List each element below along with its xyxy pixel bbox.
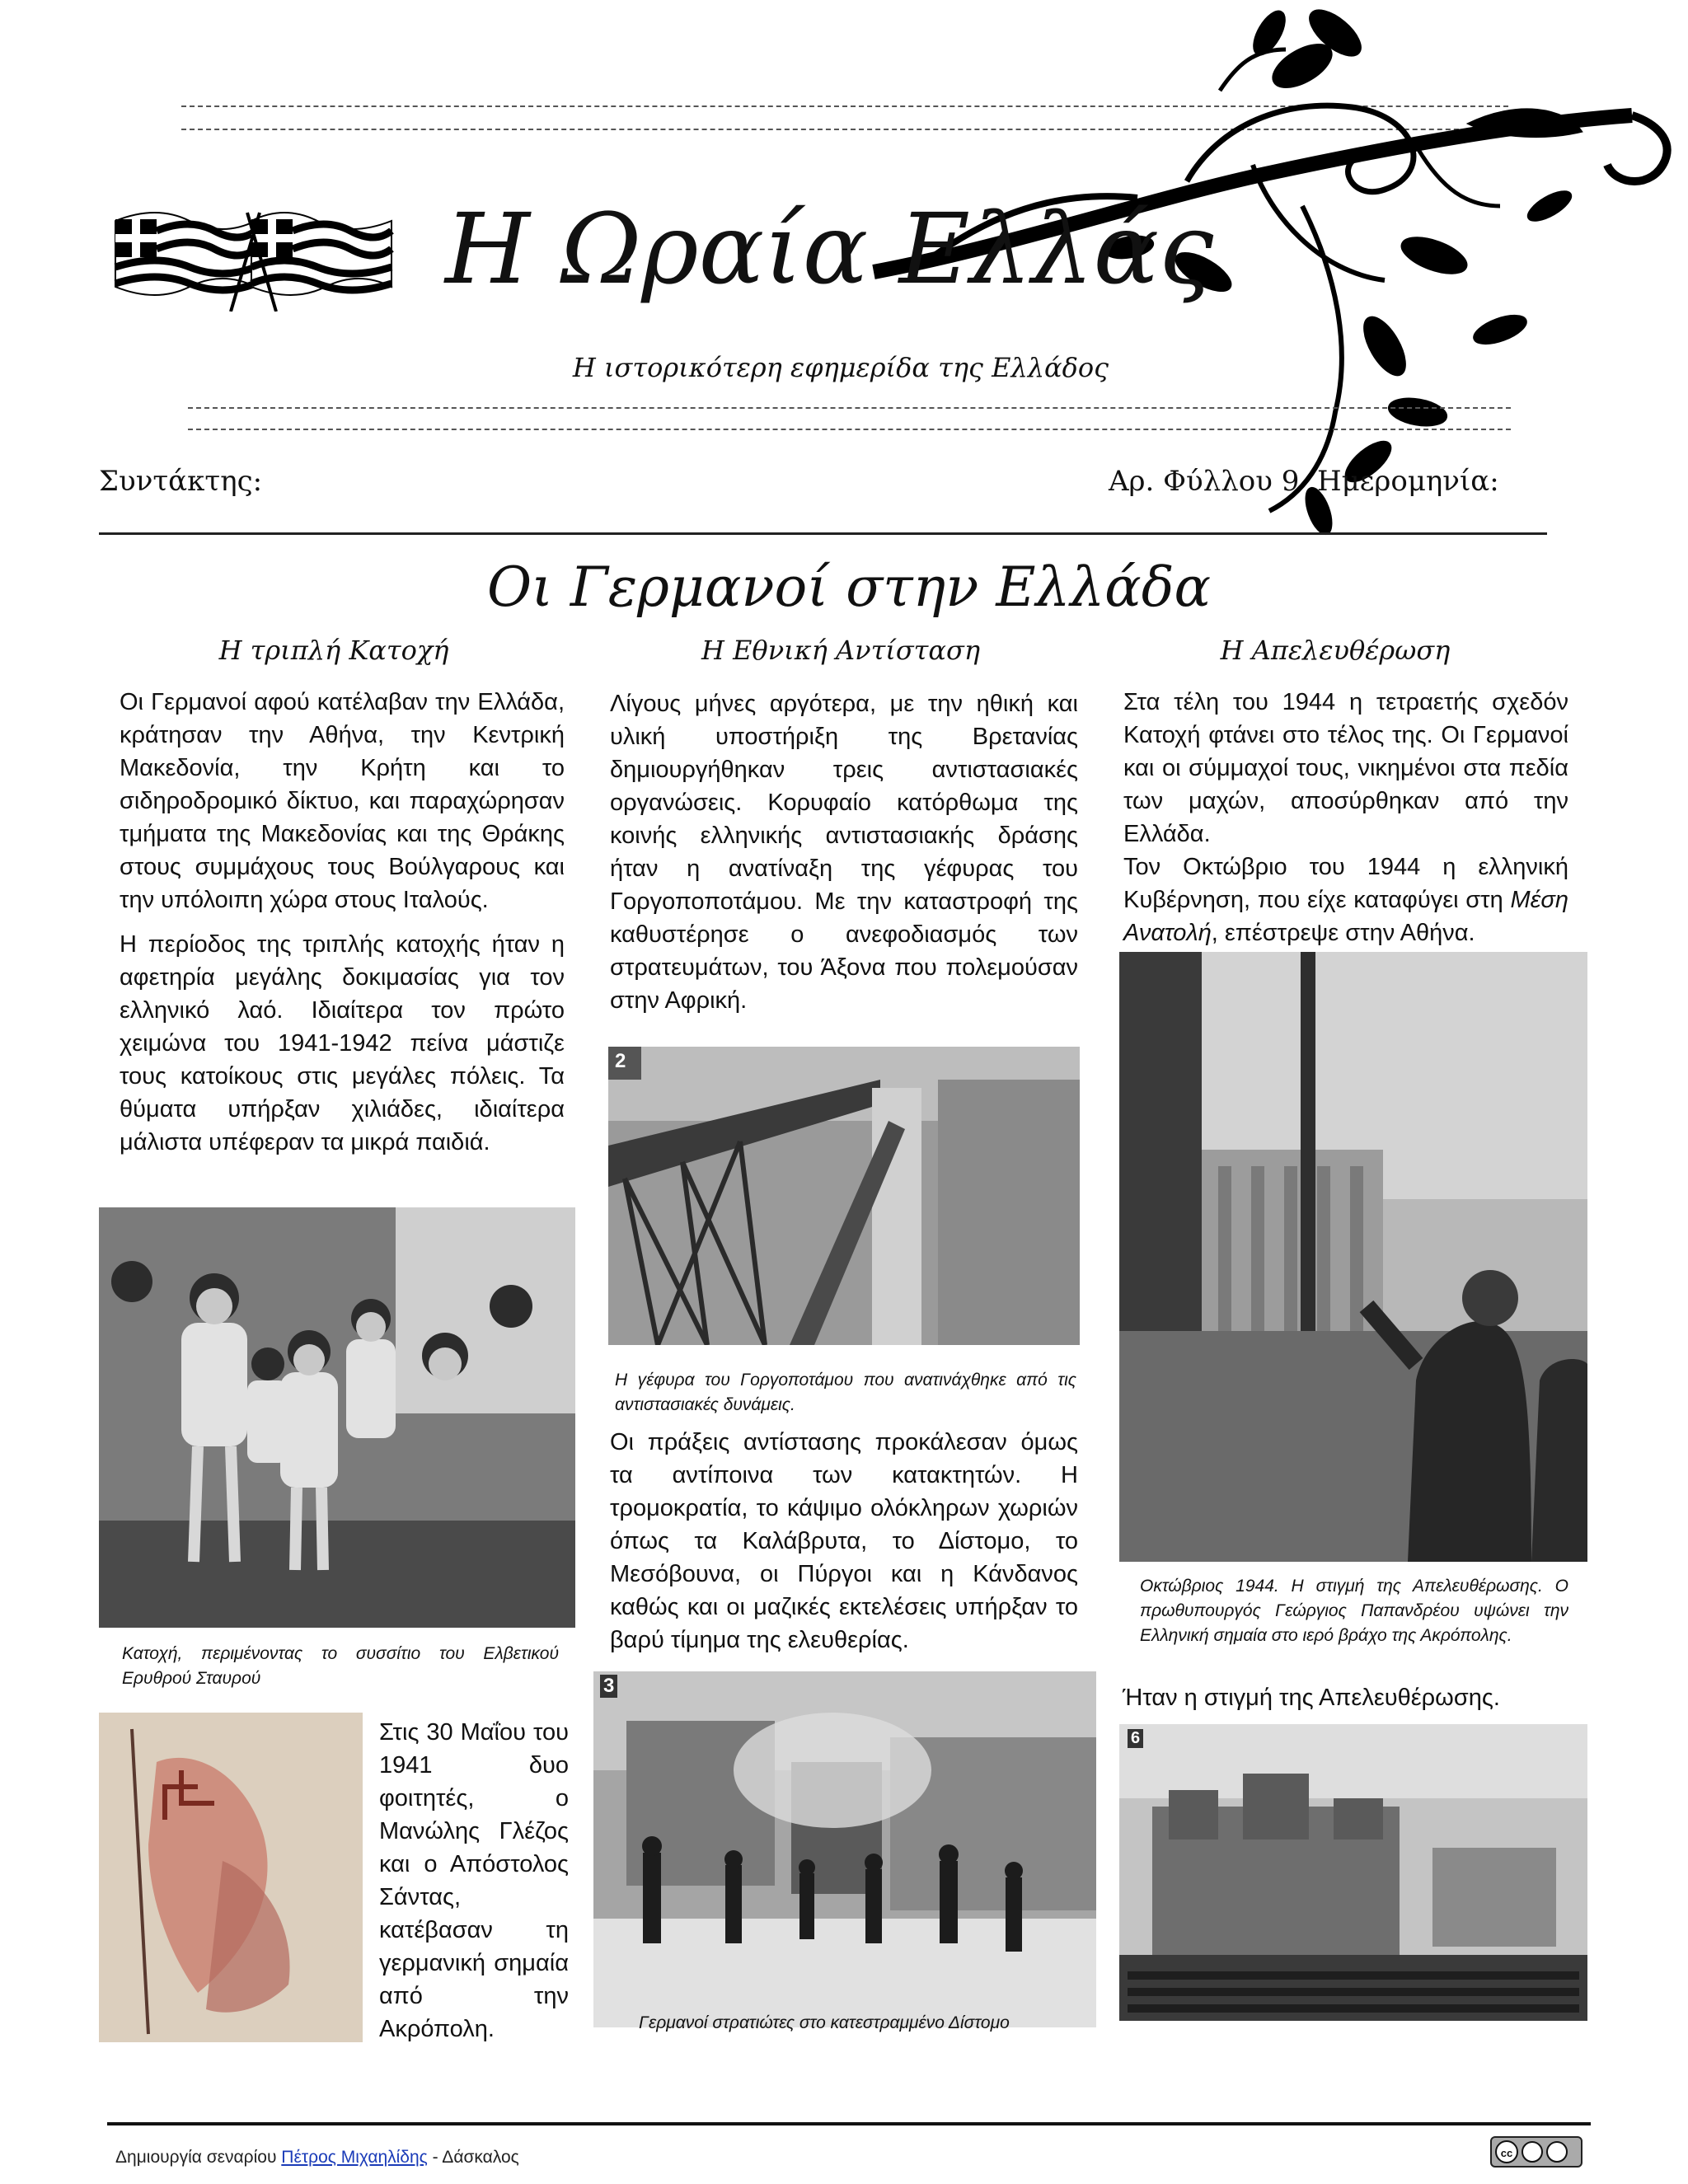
newspaper-tagline: Η ιστορικότερη εφημερίδα της Ελλάδος: [572, 352, 1109, 383]
flag-story-text: Στις 30 Μαΐου του 1941 δυο φοιτητές, ο Μανώλης Γλέζος και ο Απόστολος Σάντας, κατέβασαν τη γερμανική σημαία από την Ακρόπολη.: [379, 1719, 569, 2042]
date-label: Ημερομηνία:: [1317, 465, 1499, 498]
issue-line: [1109, 463, 1499, 499]
middle-east-emphasis: Μέση Ανατολή: [1123, 887, 1568, 946]
right-paragraph-2b: , επέστρεψε στην Αθήνα.: [1211, 920, 1475, 946]
footer-prefix: Δημιουργία σεναρίου: [115, 2148, 282, 2167]
distomo-photo-number: 3: [600, 1675, 617, 1698]
middle-paragraph-1: Λίγους μήνες αργότερα, με την ηθική και υλική υποστήριξη της Βρετανίας δημιουργήθηκαν τρεις αντιστασιακές οργανώσεις. Κορυφαίο κατόρθωμα της κοινής ελληνικής αντιστασιακής δράσης ήταν η ανατίναξη της γέφυρας του Γοργοποποτάμου. Με την καταστροφή της καθυστέρησε ο ανεφοδιασμός των στρατευμάτων, του Άξονα που πολεμούσαν στην Αφρική.: [610, 691, 1078, 1014]
left-column-heading: Η τριπλή Κατοχή: [218, 635, 449, 666]
header-rule: [99, 532, 1547, 535]
issue-number: Αρ. Φύλλου 9: [1109, 465, 1300, 498]
greek-flags-icon: [107, 196, 400, 312]
bridge-photo-number: 2: [615, 1050, 626, 1072]
mid-dashed-rule-2: [188, 429, 1511, 430]
middle-paragraph-2: Οι πράξεις αντίστασης προκάλεσαν όμως τα αντίποινα των κατακτητών. Η τρομοκρατία, το κάψιμο ολόκληρων χωριών όπως τα Καλάβρυτα, το Δίστομο, το Μεσόβουνα, οι Πύργοι και η Κάνδανος καθώς και οι μαζικές εκτελέσεις υπήρξαν το βαρύ τίμημα της ελευθερίας.: [610, 1429, 1078, 1653]
liberation-photo-caption: Οκτώβριος 1944. Η στιγμή της Απελευθέρωσης. Ο πρωθυπουργός Γεώργιος Παπανδρέου υψώνει την Ελληνική σημαία στο ιερό βράχο της Ακρόπολης.: [1140, 1577, 1568, 1645]
middle-column-heading: Η Εθνική Αντίσταση: [701, 635, 980, 666]
editor-label: Συντάκτης:: [99, 465, 263, 498]
children-photo-caption: Κατοχή, περιμένοντας το συσσίτιο του Ελβετικού Ερυθρού Σταυρού: [122, 1644, 559, 1688]
right-column-heading: Η Απελευθέρωση: [1220, 635, 1451, 666]
cc-license-icon[interactable]: [1490, 2136, 1582, 2168]
flag-drawing: [99, 1713, 363, 2042]
mid-dashed-rule-1: [188, 407, 1511, 409]
footer-rule: [107, 2122, 1591, 2125]
bridge-photo: [608, 1047, 1080, 1345]
right-column-text: [1123, 686, 1568, 949]
left-paragraph-1: Οι Γερμανοί αφού κατέλαβαν την Ελλάδα, κράτησαν την Αθήνα, την Κεντρική Μακεδονία, την Κρήτη και το σιδηροδρομικό δίκτυο, και παραχώρησαν τμήματα της Μακεδονίας και της Θράκης στους συμμάχους τους Βούλγαρους και την υπόλοιπη χώρα στους Ιταλούς.: [120, 689, 565, 913]
right-paragraph-2a: Τον Οκτώβριο του 1944 η ελληνική Κυβέρνηση, που είχε καταφύγει στη: [1123, 854, 1568, 913]
by-icon: [1522, 2141, 1543, 2163]
right-paragraph-3: Ήταν η στιγμή της Απελευθέρωσης.: [1123, 1685, 1500, 1711]
liberation-photo: [1119, 952, 1587, 1562]
distomo-photo: [593, 1671, 1096, 2027]
left-paragraph-2: Η περίοδος της τριπλής κατοχής ήταν η αφετηρία μεγάλης δοκιμασίας για τον ελληνικό λαό. Ιδιαίτερα τον πρώτο χειμώνα του 1941-1942 πείνα μάστιζε τους κατοίκους στις μεγάλες πόλεις. Τα θύματα υπήρξαν χιλιάδες, ιδιαίτερα μάλιστα υπέφεραν τα μικρά παιδιά.: [120, 931, 565, 1155]
bridge-photo-caption: Η γέφυρα του Γοργοποτάμου που ανατινάχθηκε από τις αντιστασιακές δυνάμεις.: [615, 1371, 1076, 1414]
author-link[interactable]: Πέτρος Μιχαηλίδης: [281, 2148, 428, 2167]
distomo-photo-caption: Γερμανοί στρατιώτες στο κατεστραμμένο Δίστομο: [639, 2013, 1010, 2032]
newspaper-title: Η Ωραία Ελλάς: [445, 192, 1214, 306]
nc-icon: [1546, 2141, 1568, 2163]
right-paragraph-2: [1123, 851, 1568, 949]
children-photo: [99, 1207, 575, 1628]
cc-badge: cc: [1495, 2140, 1518, 2163]
acropolis-ceremony-photo: [1119, 1724, 1587, 2021]
acropolis-photo-number: 6: [1128, 1729, 1143, 1748]
left-column-text: [120, 686, 565, 1170]
right-paragraph-1: Στα τέλη του 1944 η τετραετής σχεδόν Κατοχή φτάνει στο τέλος της. Οι Γερμανοί και οι σύμμαχοί τους, νικημένοι στα πεδία των μαχών, αποσύρθηκαν από την Ελλάδα.: [1123, 689, 1568, 847]
footer-credit: [115, 2146, 519, 2169]
main-headline: Οι Γερμανοί στην Ελλάδα: [486, 555, 1212, 619]
footer-suffix: - Δάσκαλος: [427, 2148, 519, 2167]
